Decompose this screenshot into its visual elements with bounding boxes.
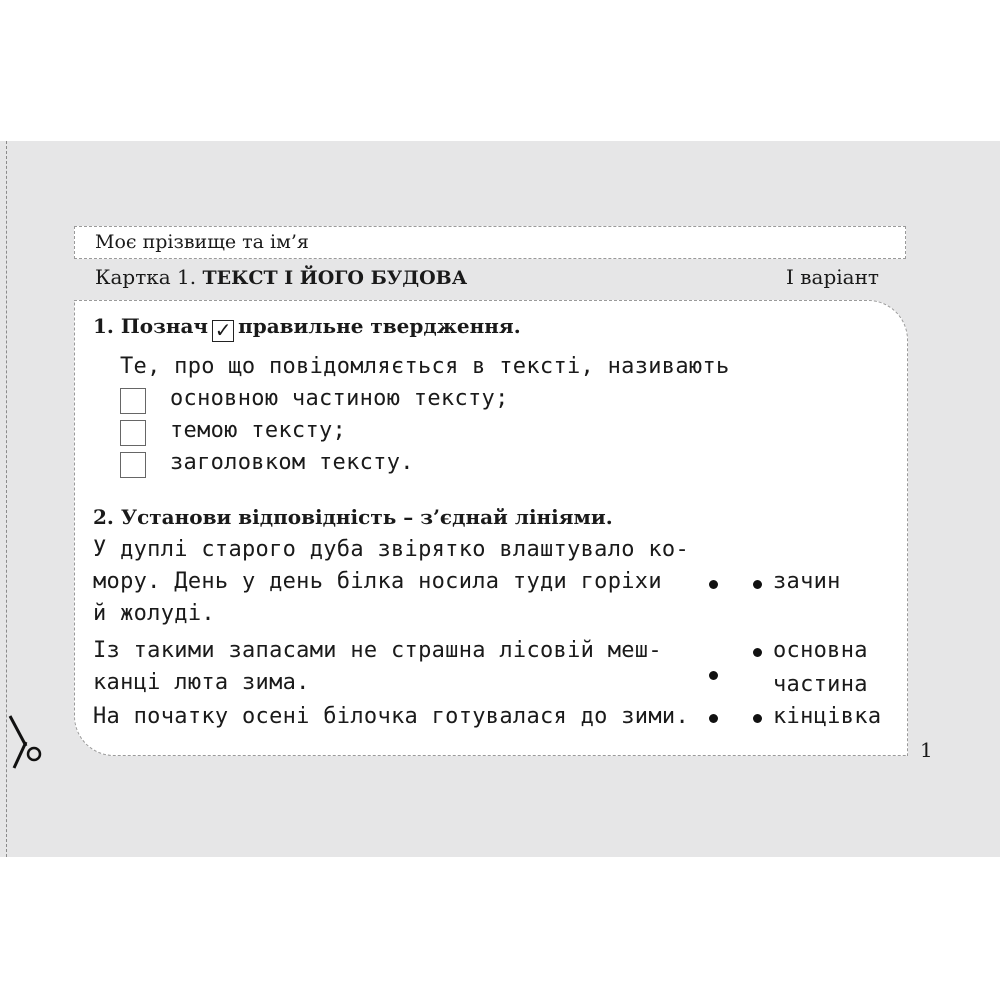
option-checkbox-3[interactable]	[120, 452, 146, 478]
name-field[interactable]: Моє прізвище та ім’я	[74, 226, 906, 259]
left-text-1-line-2: мору. День у день білка носила туди горіхи	[93, 569, 662, 594]
card-heading: ТЕКСТ І ЙОГО БУДОВА	[202, 267, 468, 289]
task1-title	[93, 314, 521, 342]
left-text-2-line-1: Із такими запасами не страшна лісовій меш-	[93, 638, 662, 663]
task1-question: Те, про що повідомляється в тексті, називають	[120, 354, 730, 379]
right-dot-2[interactable]	[753, 648, 762, 657]
task1-title-before: 1. Познач	[93, 314, 209, 338]
left-text-1-line-3: й жолуді.	[93, 601, 215, 626]
left-text-3-line-1: На початку осені білочка готувалася до зими.	[93, 704, 689, 729]
option-label-3: заголовком тексту.	[170, 450, 414, 475]
variant-label: І варіант	[786, 265, 879, 289]
check-mark: ✓	[214, 318, 232, 342]
left-text-1-line-1: У дуплі старого дуба звірятко влаштувало ко-	[93, 537, 689, 562]
option-checkbox-1[interactable]	[120, 388, 146, 414]
option-checkbox-2[interactable]	[120, 420, 146, 446]
scissors-icon	[4, 712, 44, 772]
card-prefix: Картка 1.	[95, 265, 197, 289]
right-label-2-line-1: основна	[773, 638, 868, 663]
left-text-2-line-2: канці люта зима.	[93, 670, 310, 695]
left-dot-1[interactable]	[709, 580, 718, 589]
left-dot-2[interactable]	[709, 671, 718, 680]
right-dot-3[interactable]	[753, 714, 762, 723]
checkmark-icon	[212, 320, 234, 342]
task2-title: 2. Установи відповідність – з’єднай лініями.	[93, 505, 613, 529]
right-label-2-line-2: частина	[773, 672, 868, 697]
left-dot-3[interactable]	[709, 714, 718, 723]
right-dot-1[interactable]	[753, 580, 762, 589]
page-number: 1	[920, 738, 933, 762]
card-title	[95, 265, 467, 289]
right-label-1: зачин	[773, 569, 841, 594]
right-label-3: кінцівка	[773, 704, 882, 729]
option-label-1: основною частиною тексту;	[170, 386, 509, 411]
task1-title-after: правильне твердження.	[238, 314, 521, 338]
option-label-2: темою тексту;	[170, 418, 347, 443]
